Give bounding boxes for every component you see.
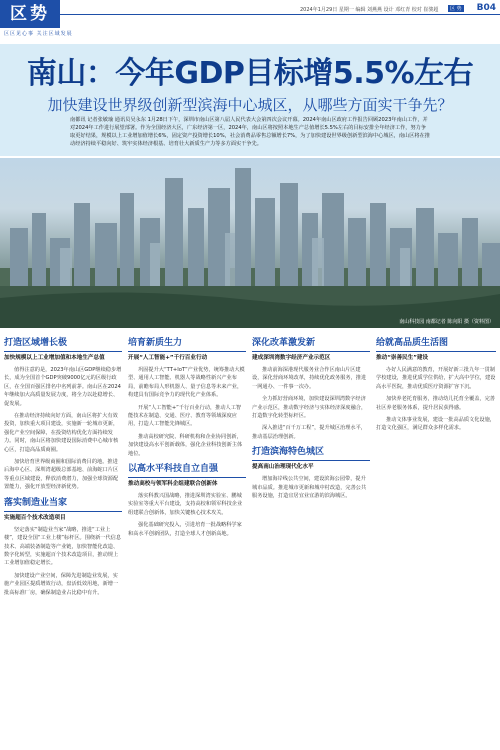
article-column-4	[376, 332, 496, 746]
headline: 南山：今年GDP目标增5.5%左右	[26, 56, 474, 91]
section-subheading: 建成深圳湾数字经济产业示范区	[252, 355, 331, 361]
heading-rule	[252, 460, 370, 461]
body-paragraph: 值得注意的是，2023年南山区GDP继续稳步增长，成为全国首个GDP突破9000亿元的区级行政区，在全国百强区排名中名列前茅。南山区在2024年继续加大高质量发展力度，将全力以赴稳增长、促发展。	[4, 367, 122, 407]
section-heading: 培育新质生力	[128, 338, 183, 348]
section-subheading: 推动“崇善民生”建设	[376, 355, 429, 361]
body-paragraph: 强化基础研究投入，引进培育一批战略科学家和高水平创新团队，打造全球人才创新高地。	[128, 522, 242, 537]
body-paragraph: 开展“人工智能+”千行百业行动，推动人工智能技术在制造、交通、医疗、教育等领域深度应用，打造人工智能先锋城区。	[128, 404, 242, 428]
section-heading: 落实制造业当家	[4, 497, 68, 508]
body-paragraph: 深入推进“百千万工程”，提升城区治理水平，推动基层治理创新。	[252, 425, 366, 440]
section-subtitle: 区区见心事 关注区域发展	[4, 31, 73, 37]
section-tag: 区势	[0, 0, 60, 28]
article-column-3	[252, 332, 370, 746]
dateline: 2024年1月29日 星期一 编辑 刘燕燕 设计 邓红青 校对 崔骏超	[300, 7, 439, 13]
subheadline: 加快建设世界级创新型滨海中心城区，从哪些方面实干争先？	[47, 96, 453, 114]
heading-rule	[4, 351, 122, 352]
body-paragraph: 推动前海深港现代服务业合作区南山片区建设，深化营商环境改革，持续优化政务服务，推进一网通办、一件事一次办。	[252, 367, 367, 390]
body-paragraph: 加快建设产业空间，保障先进制造业发展，实施产业园区提质增效行动，盘活低效用地，新增一批高标准厂房，确保制造业占比稳中有升。	[4, 572, 119, 596]
body-paragraph: 加快养老托育服务，推动幼儿托育全覆盖，完善社区养老服务体系，提升居民获得感。	[376, 396, 495, 411]
section-subheading: 推动高校与领军科企组建联合创新体	[128, 481, 218, 488]
section-pill: 区 势	[450, 6, 462, 12]
section-subheading: 提高南山治理现代化水平	[252, 464, 314, 471]
section-heading: 给就高品质生活图	[376, 338, 449, 348]
heading-rule	[252, 351, 370, 352]
page-number: B04	[476, 3, 496, 13]
body-paragraph: 办好人民满意的教育，开展好新三批九年一贯制学校建设，推进优质学位供给，扩大高中学位，建设高水平医院，推动优质医疗资源扩容下沉。	[376, 367, 496, 390]
photo-caption: 南山科技园 南都记者 陈向阳 摄（资料图）	[399, 319, 494, 325]
body-paragraph: 推动文体事业发展，建设一批高品质文化设施，打造文化强区，满足群众多样化需求。	[376, 417, 495, 432]
heading-rule	[376, 351, 496, 352]
body-paragraph: 增加海岸线公共空间，建设滨海公园带，提升城市品质。推进城市更新和城中村改造，完善公共服务设施，打造宜居宜业宜游的滨海城区。	[252, 476, 367, 500]
body-paragraph: 坚定落实“制造业当家”战略，推进“工业上楼”，建设全国“工业上楼”标杆区。围绕新一代信息技术、高端装备制造等产业链，加快智能化改造、数字化转型，实施超百个技术改造项目，推动规上工业增加值稳定增长。	[4, 526, 122, 567]
body-paragraph: 巩固提升大“TT+IoT”产业优势，统筹推动大模型、通用人工智能、机器人等战略性新兴产业布局，前瞻布局人形机器人、量子信息等未来产业，构建具有国际竞争力的现代化产业体系。	[128, 367, 245, 399]
skyline-illustration	[0, 158, 500, 328]
heading-rule	[128, 477, 246, 478]
body-paragraph: 在推动经济持续向好方面，南山区将扩大有效投资，加快重大项目建设，实施新一轮城市更新，强化产业空间保障，在投资结构优化方面持续发力。同时，南山区将加快建设国际消费中心城市核心区，打造高品质商圈。	[4, 413, 119, 453]
city-skyline-photo	[0, 158, 500, 328]
section-heading: 以高水平科技自立自强	[128, 464, 219, 475]
article-column-1	[4, 332, 122, 746]
headline-block	[0, 44, 500, 156]
body-paragraph: 落实科教兴国战略，推进深圳湾实验室、鹏城实验室等重大平台建设，支持高校和领军科技企业组建联合创新体，加快关键核心技术攻关。	[128, 493, 243, 516]
body-paragraph: 推动高校研究院、科研机构和企业协同创新，加快建设高水平创新载体，强化企业科技创新主体地位。	[128, 433, 243, 457]
body-paragraph: 加快培育世界级商圈和国际消费目的地。推进后海中心区、深圳湾超级总部基地、前海蛇口片区等重点区域建设，释放消费潜力，加强全球资源配置能力，强化开放型经济新优势。	[4, 459, 119, 491]
article-column-2	[128, 332, 246, 746]
lead-paragraph: 南都讯 记者张敏瑜 通讯员吴永东 1月28日下午，深圳市南山区第八届人民代表大会第四次会议开幕。2024年南山区政府工作报告回顾2023年南山工作，并对2024年工作进行展望部署。作为全国经济大区，广东经济第一区，2024年，南山区将按照本地生产总值增长5.5%左右的目标安排全年经济工作，努力争取更好结果，规模以上工业增加值增长6%，固定资产投资增长10%，社会消费品零售总额增长7%，为了加快建设世界级创新型滨海中心城区，南山区将在推动经济持续平稳向好、筑牢实体经济根基、培育壮大新质生产力等多方面实干争先。	[70, 117, 430, 147]
section-subheading: 实施超百个技术改造项目	[4, 514, 66, 521]
body-paragraph: 全力抓好营商环境，加快建设深圳湾数字经济产业示范区，推动数字经济与实体经济深度融合，打造数字化转型标杆区。	[252, 396, 367, 420]
masthead-rule	[60, 14, 500, 15]
masthead	[0, 0, 500, 40]
section-heading: 打造区域增长极	[4, 338, 68, 348]
section-heading: 打造滨海特色城区	[252, 447, 325, 458]
section-subheading: 开展“人工智能+”千行百业行动	[128, 355, 208, 361]
article-body	[4, 332, 498, 746]
heading-rule	[128, 351, 246, 352]
section-heading: 深化改革激发新	[252, 338, 316, 348]
section-subheading: 加快规模以上工业增加值和本地生产总值	[4, 355, 105, 361]
heading-rule	[4, 511, 122, 512]
